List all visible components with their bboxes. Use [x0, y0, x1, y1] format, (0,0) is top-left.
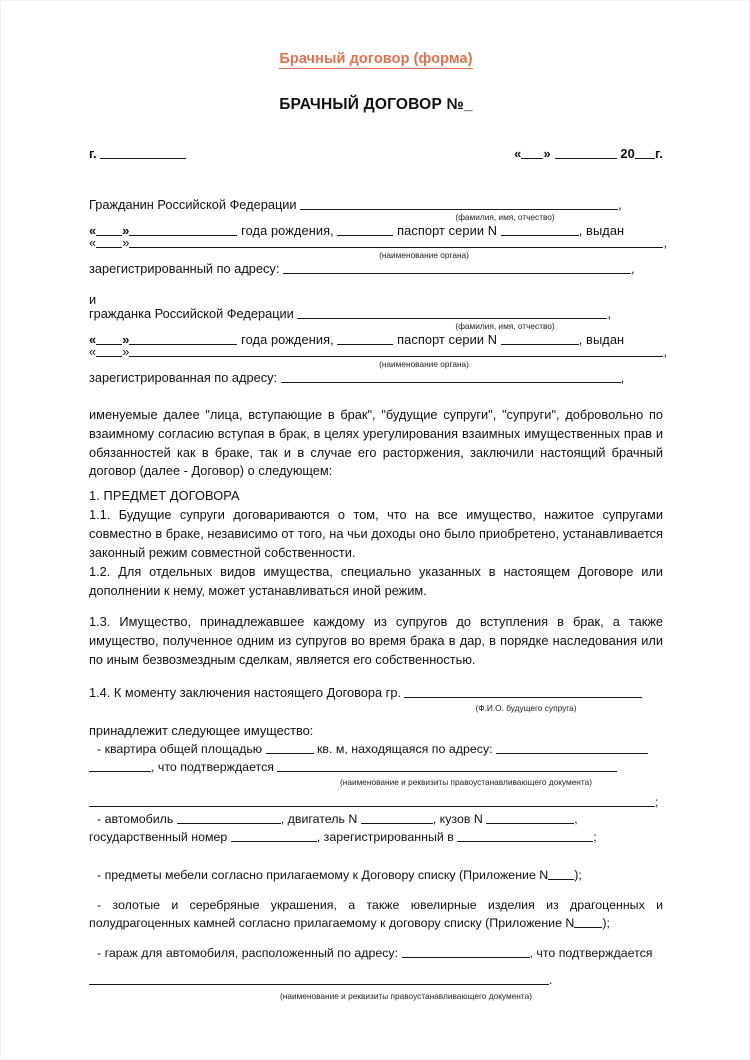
car-plate-label: государственный номер	[89, 829, 228, 844]
apartment-document-blank-cont[interactable]	[89, 795, 655, 807]
female-address-comma: ,	[620, 369, 625, 385]
conjunction-label: и	[89, 292, 97, 307]
garage-document-caption: (наименование и реквизиты правоустанавливающего документа)	[280, 990, 532, 1001]
apartment-document-caption: (наименование и реквизиты правоустанавливающего документа)	[340, 776, 592, 787]
female-issuer-comma: ,	[663, 344, 668, 360]
female-passport-label: паспорт серии N	[397, 332, 498, 348]
party-block-male	[89, 197, 668, 276]
jewelry-annex-blank[interactable]	[574, 916, 602, 928]
city-prefix-label: г.	[89, 146, 97, 161]
female-issue-open-quote: «	[89, 344, 97, 360]
car-engine-label: , двигатель N	[280, 812, 358, 826]
car-model-blank[interactable]	[177, 812, 281, 824]
car-registration-place-blank[interactable]	[457, 830, 593, 842]
car-registered-label: , зарегистрированный в	[316, 829, 454, 844]
female-address-line	[89, 370, 663, 385]
clause-1-1: 1.1. Будущие супруги договариваются о том, что на все имущество, нажитое супругами совместно в браке, независимо от того, на чьи доходы оно было приобретено, устанавливается законный режим совместной собственности.	[89, 507, 663, 560]
male-issuer-caption: (наименование органа)	[379, 250, 469, 261]
clause-1-2: 1.2. Для отдельных видов имущества, специально указанных в настоящем Договоре или дополнении к нему, может устанавливаться иной режим.	[89, 564, 663, 598]
male-issuer-comma: ,	[663, 235, 668, 251]
male-name-comma: ,	[618, 197, 622, 212]
apartment-confirm-label: , что подтверждается	[151, 759, 274, 774]
furniture-terminator: );	[574, 868, 582, 882]
male-fio-blank[interactable]	[300, 197, 618, 210]
female-fio-caption: (фамилия, имя, отчество)	[455, 321, 555, 331]
apartment-document-blank[interactable]	[277, 760, 617, 772]
garage-confirm-label: , что подтверждается	[529, 946, 653, 960]
male-issuer-name-blank[interactable]	[209, 236, 405, 249]
male-issue-day-blank[interactable]	[96, 236, 122, 249]
property-item-garage	[89, 945, 663, 1000]
female-birth-label: года рождения,	[241, 332, 334, 348]
clause-1-4-label: 1.4. К моменту заключения настоящего Договора гр.	[89, 685, 401, 700]
male-issuer-line	[89, 235, 668, 251]
year-prefix-label: 20	[620, 146, 635, 161]
car-label: - автомобиль	[97, 812, 174, 826]
party-block-female	[89, 306, 668, 385]
date-field	[514, 146, 663, 161]
garage-document-blank[interactable]	[89, 973, 549, 985]
male-birth-close-quote: »	[122, 223, 130, 239]
furniture-annex-blank[interactable]	[548, 868, 574, 880]
apartment-address-blank-cont[interactable]	[89, 760, 151, 772]
jewelry-text	[89, 897, 663, 933]
clause-1-4-line	[89, 684, 663, 703]
female-issuer-extra-blank[interactable]	[405, 345, 663, 358]
apartment-label: - квартира общей площадью	[97, 742, 263, 756]
male-address-line	[89, 261, 663, 276]
jewelry-label: - золотые и серебряные украшения, а также ювелирные изделия из драгоценных и полудрагоценных камней согласно прилагаемому к договору списку (Приложение N	[89, 898, 663, 930]
city-blank[interactable]	[100, 146, 186, 159]
property-item-furniture	[89, 867, 663, 885]
female-intro-label: гражданка Российской Федерации	[89, 306, 294, 321]
female-birth-open-quote: «	[89, 332, 97, 348]
furniture-line	[89, 867, 663, 885]
male-address-blank[interactable]	[283, 261, 631, 274]
place-and-date-line	[89, 146, 663, 161]
garage-line-2	[89, 972, 663, 990]
date-open-quote: «	[514, 146, 522, 161]
day-blank[interactable]	[521, 146, 543, 159]
car-line-2	[89, 829, 663, 847]
clause-1-4-spouse-blank[interactable]	[404, 686, 642, 698]
male-intro-label: Гражданин Российской Федерации	[89, 197, 297, 212]
date-close-quote: »	[543, 146, 551, 161]
apartment-address-label: кв. м, находящаяся по адресу:	[317, 742, 493, 756]
car-body-blank[interactable]	[486, 812, 574, 824]
male-birth-open-quote: «	[89, 223, 97, 239]
female-registered-label: зарегистрированная по адресу:	[89, 369, 278, 385]
clause-1-4-tail: принадлежит следующее имущество:	[89, 723, 314, 739]
male-issue-close-quote: »	[122, 235, 130, 251]
car-engine-blank[interactable]	[361, 812, 433, 824]
male-birth-label: года рождения,	[241, 223, 334, 239]
car-terminator: ;	[593, 829, 597, 844]
year-blank[interactable]	[635, 146, 655, 159]
male-name-line	[89, 197, 663, 212]
female-issuer-line	[89, 344, 668, 360]
female-issuer-name-blank[interactable]	[209, 345, 405, 358]
property-item-apartment	[89, 741, 663, 812]
section-1-heading: 1. ПРЕДМЕТ ДОГОВОРА	[89, 488, 240, 503]
female-issued-label: , выдан	[578, 332, 625, 348]
month-blank[interactable]	[555, 146, 617, 159]
property-item-car	[89, 811, 663, 847]
male-issued-label: , выдан	[578, 223, 625, 239]
female-address-blank[interactable]	[281, 370, 621, 383]
male-passport-label: паспорт серии N	[397, 223, 498, 239]
page-title: БРАЧНЫЙ ДОГОВОР №_	[279, 96, 473, 113]
year-suffix-label: г.	[654, 146, 663, 161]
male-registered-label: зарегистрированный по адресу:	[89, 260, 280, 276]
jewelry-terminator: );	[602, 915, 610, 930]
female-birth-close-quote: »	[122, 332, 130, 348]
female-issuer-caption: (наименование органа)	[379, 359, 469, 370]
female-name-comma: ,	[607, 306, 611, 321]
car-line1-comma: ,	[574, 812, 578, 826]
male-issue-open-quote: «	[89, 235, 97, 251]
clause-1-3: 1.3. Имущество, принадлежавшее каждому из супругов до вступления в брак, а также имущество, полученное одним из супругов во время брака в дар, в порядке наследования или по иным безвозмездным сделкам, является его собственностью.	[89, 614, 663, 667]
garage-label: - гараж для автомобиля, расположенный по адресу:	[97, 946, 399, 960]
male-address-comma: ,	[630, 260, 635, 276]
female-fio-blank[interactable]	[297, 306, 607, 319]
clause-1-4-caption: (Ф.И.О. будущего супруга)	[475, 702, 577, 713]
preamble-paragraph: именуемые далее "лица, вступающие в брак", "будущие супруги", "супруги", добровольно по взаимному согласию вступая в брак, в целях урегулирования взаимных имущественных прав и обязанностей как в браке, так и в случае его расторжения, заключили настоящий брачный договор (далее - Договор) о следующем:	[89, 407, 663, 479]
document-source-link[interactable]	[89, 51, 663, 67]
male-issuer-extra-blank[interactable]	[405, 236, 663, 249]
apartment-address-blank[interactable]	[496, 742, 648, 754]
garage-address-blank[interactable]	[402, 946, 530, 958]
male-issue-month-blank[interactable]	[129, 236, 209, 249]
apartment-area-blank[interactable]	[266, 742, 314, 754]
male-fio-caption: (фамилия, имя, отчество)	[455, 212, 555, 222]
female-issue-close-quote: »	[122, 344, 130, 360]
car-line-1	[89, 811, 663, 829]
garage-terminator: .	[549, 972, 553, 987]
clause-1-4	[89, 684, 663, 741]
female-issue-month-blank[interactable]	[129, 345, 209, 358]
car-body-label: , кузов N	[432, 812, 483, 826]
apartment-line-3	[89, 794, 663, 812]
car-plate-blank[interactable]	[231, 830, 317, 842]
female-issue-day-blank[interactable]	[96, 345, 122, 358]
apartment-terminator: ;	[655, 795, 659, 810]
apartment-line-1	[89, 741, 663, 759]
garage-line-1	[89, 945, 663, 963]
furniture-label: - предметы мебели согласно прилагаемому к Договору списку (Приложение N	[97, 868, 549, 882]
document-source-link-label: Брачный договор (форма)	[279, 51, 473, 67]
property-item-jewelry	[89, 897, 663, 933]
female-name-line	[89, 306, 663, 321]
city-field	[89, 146, 186, 161]
apartment-line-2	[89, 759, 663, 777]
